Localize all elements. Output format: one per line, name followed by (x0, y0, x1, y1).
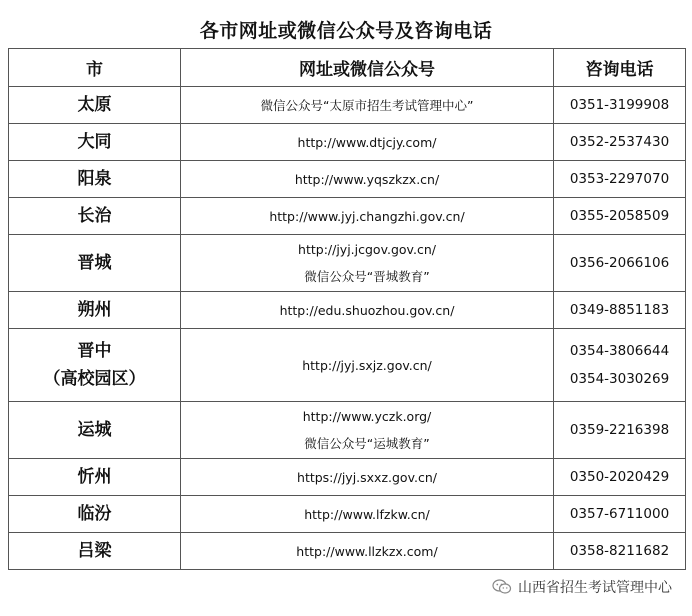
header-phone: 咨询电话 (554, 49, 686, 87)
site-cell (181, 87, 554, 124)
site-cell-line: 微信公众号“太原市招生考试管理中心” (260, 97, 474, 113)
city-cell (9, 459, 181, 496)
phone-cell (554, 402, 686, 459)
watermark-text: 山西省招生考试管理中心 (518, 580, 672, 596)
table-row (9, 87, 686, 124)
city-cell (9, 161, 181, 198)
city-cell (9, 198, 181, 235)
city-cell-line: 临汾 (77, 504, 112, 524)
phone-cell-line: 0353-2297070 (569, 171, 670, 187)
source-watermark (492, 576, 672, 598)
contacts-table (8, 48, 686, 570)
city-cell-line: （高校园区） (43, 369, 146, 389)
site-cell-line: https://jyj.sxxz.gov.cn/ (297, 469, 437, 485)
phone-cell-line: 0359-2216398 (569, 422, 670, 438)
site-cell-line: http://www.llzkzx.com/ (296, 543, 438, 559)
site-cell (181, 459, 554, 496)
city-cell (9, 292, 181, 329)
phone-cell (554, 496, 686, 533)
table-row (9, 292, 686, 329)
phone-cell-line: 0354-3806644 (569, 343, 670, 359)
phone-cell (554, 198, 686, 235)
city-cell-line: 大同 (77, 132, 112, 152)
site-cell-line: http://www.yqszkzx.cn/ (294, 171, 440, 187)
phone-cell (554, 533, 686, 570)
phone-cell-line: 0349-8851183 (569, 302, 670, 318)
wechat-icon (492, 579, 512, 595)
table-header-row (9, 49, 686, 87)
city-cell (9, 87, 181, 124)
site-cell (181, 198, 554, 235)
city-cell-line: 长治 (77, 206, 112, 226)
table-row (9, 329, 686, 402)
city-cell-line: 阳泉 (77, 169, 112, 189)
site-cell-line: http://www.lfzkw.cn/ (304, 506, 430, 522)
phone-cell-line: 0358-8211682 (569, 543, 670, 559)
phone-cell-line: 0356-2066106 (569, 255, 670, 271)
city-cell-line: 运城 (77, 420, 112, 440)
site-cell-line: http://www.dtjcjy.com/ (297, 134, 437, 150)
phone-cell (554, 87, 686, 124)
table-row (9, 161, 686, 198)
header-site: 网址或微信公众号 (181, 49, 554, 87)
phone-cell-line: 0355-2058509 (569, 208, 670, 224)
city-cell (9, 402, 181, 459)
city-cell (9, 329, 181, 402)
page-title: 各市网址或微信公众号及咨询电话 (199, 20, 493, 42)
site-cell-line: http://www.jyj.changzhi.gov.cn/ (269, 208, 465, 224)
phone-cell-line: 0354-3030269 (569, 371, 670, 387)
city-cell-line: 忻州 (77, 467, 112, 487)
table-row (9, 124, 686, 161)
city-cell-line: 晋城 (77, 253, 112, 273)
site-cell-line: http://jyj.jcgov.gov.cn/ (298, 242, 436, 257)
table-body (9, 87, 686, 570)
city-cell (9, 235, 181, 292)
city-cell-line: 太原 (77, 95, 112, 115)
site-cell (181, 329, 554, 402)
site-cell (181, 496, 554, 533)
header-city: 市 (9, 49, 181, 87)
site-cell-line: http://jyj.sxjz.gov.cn/ (302, 357, 432, 373)
site-cell (181, 292, 554, 329)
city-cell (9, 124, 181, 161)
table-row (9, 459, 686, 496)
site-cell (181, 235, 554, 292)
site-cell-line: 微信公众号“运城教育” (304, 436, 430, 451)
phone-cell (554, 292, 686, 329)
table-row (9, 235, 686, 292)
phone-cell-line: 0357-6711000 (569, 506, 670, 522)
phone-cell-line: 0351-3199908 (569, 97, 670, 113)
site-cell-line: http://www.yczk.org/ (302, 409, 432, 424)
phone-cell (554, 124, 686, 161)
city-cell (9, 533, 181, 570)
site-cell (181, 402, 554, 459)
phone-cell-line: 0350-2020429 (569, 469, 670, 485)
phone-cell (554, 459, 686, 496)
city-cell-line: 吕梁 (77, 541, 112, 561)
city-cell-line: 晋中 (77, 341, 112, 361)
phone-cell (554, 329, 686, 402)
table-row (9, 533, 686, 570)
city-cell (9, 496, 181, 533)
phone-cell-line: 0352-2537430 (569, 134, 670, 150)
city-cell-line: 朔州 (77, 300, 112, 320)
phone-cell (554, 235, 686, 292)
table-row (9, 496, 686, 533)
site-cell (181, 161, 554, 198)
table-row (9, 198, 686, 235)
site-cell-line: http://edu.shuozhou.gov.cn/ (279, 302, 455, 318)
table-row (9, 402, 686, 459)
phone-cell (554, 161, 686, 198)
site-cell (181, 124, 554, 161)
site-cell-line: 微信公众号“晋城教育” (304, 269, 430, 284)
site-cell (181, 533, 554, 570)
